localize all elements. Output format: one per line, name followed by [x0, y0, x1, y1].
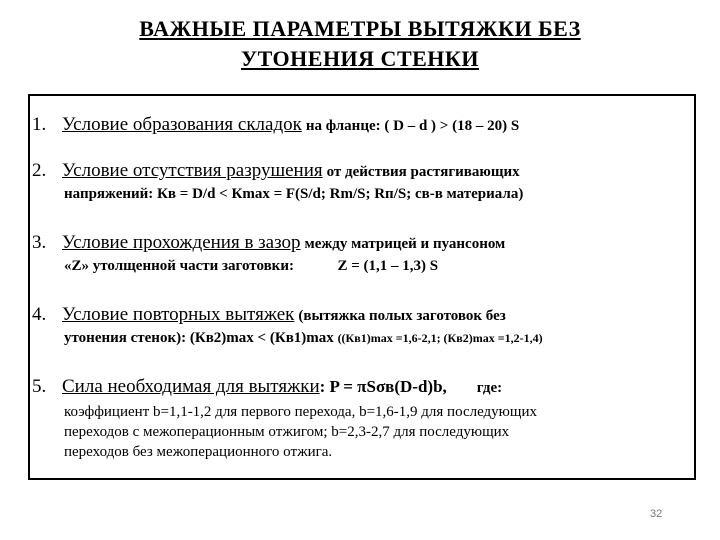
item-number: 1.	[32, 114, 47, 135]
item-continuation-a: «Z» утолщенной части заготовки:	[64, 258, 294, 274]
item-heading: Условие повторных вытяжек	[62, 304, 295, 325]
item-continuation-b: Z = (1,1 – 1,3) S	[337, 258, 439, 274]
list-item-2	[32, 160, 692, 182]
item-continuation-small: ((Кв1)max =1,6-2,1; (Кв2)max =1,2-1,4)	[337, 331, 543, 345]
list-item-5	[32, 376, 692, 398]
item-heading: Условие прохождения в зазор	[62, 232, 301, 253]
list-item-4	[32, 304, 692, 326]
content-frame	[28, 94, 696, 480]
item-continuation	[64, 330, 543, 347]
item-continuation	[64, 258, 438, 275]
item-continuation: напряжений: Кв = D/d < Кmax = F(S/d; Rm/S; Rп/S; св-в материала)	[64, 186, 524, 202]
title-line-1: ВАЖНЫЕ ПАРАМЕТРЫ ВЫТЯЖКИ БЕЗ	[139, 16, 581, 41]
page-number: 32	[650, 508, 663, 520]
page-title	[0, 14, 720, 74]
item-continuation-line-1: коэффициент b=1,1-1,2 для первого перехода, b=1,6-1,9 для последующих	[64, 404, 537, 420]
title-line-2: УТОНЕНИЯ СТЕНКИ	[241, 46, 479, 71]
list-item-3	[32, 232, 692, 254]
item-number: 4.	[32, 304, 47, 325]
item-formula: : P = πSσв(D-d)b,	[319, 377, 447, 396]
item-tail: (вытяжка полых заготовок без	[298, 308, 506, 324]
item-number: 3.	[32, 232, 47, 253]
item-number: 2.	[32, 160, 47, 181]
item-heading: Условие образования складок	[62, 114, 302, 135]
item-heading: Сила необходимая для вытяжки	[62, 376, 320, 397]
item-heading: Условие отсутствия разрушения	[62, 160, 323, 181]
item-tail: между матрицей и пуансоном	[304, 236, 506, 252]
item-tail: от действия растягивающих	[326, 164, 520, 180]
list-item-1	[32, 114, 692, 136]
item-continuation-main: утонения стенок): (Кв2)max < (Кв1)max	[64, 330, 334, 346]
item-where: где:	[476, 380, 503, 396]
item-continuation-line-2: переходов с межоперационным отжигом; b=2,3-2,7 для последующих	[64, 424, 510, 440]
item-number: 5.	[32, 376, 47, 397]
item-tail: на фланце: ( D – d ) > (18 – 20) S	[305, 118, 520, 134]
item-continuation-line-3: переходов без межоперационного отжига.	[64, 444, 333, 460]
